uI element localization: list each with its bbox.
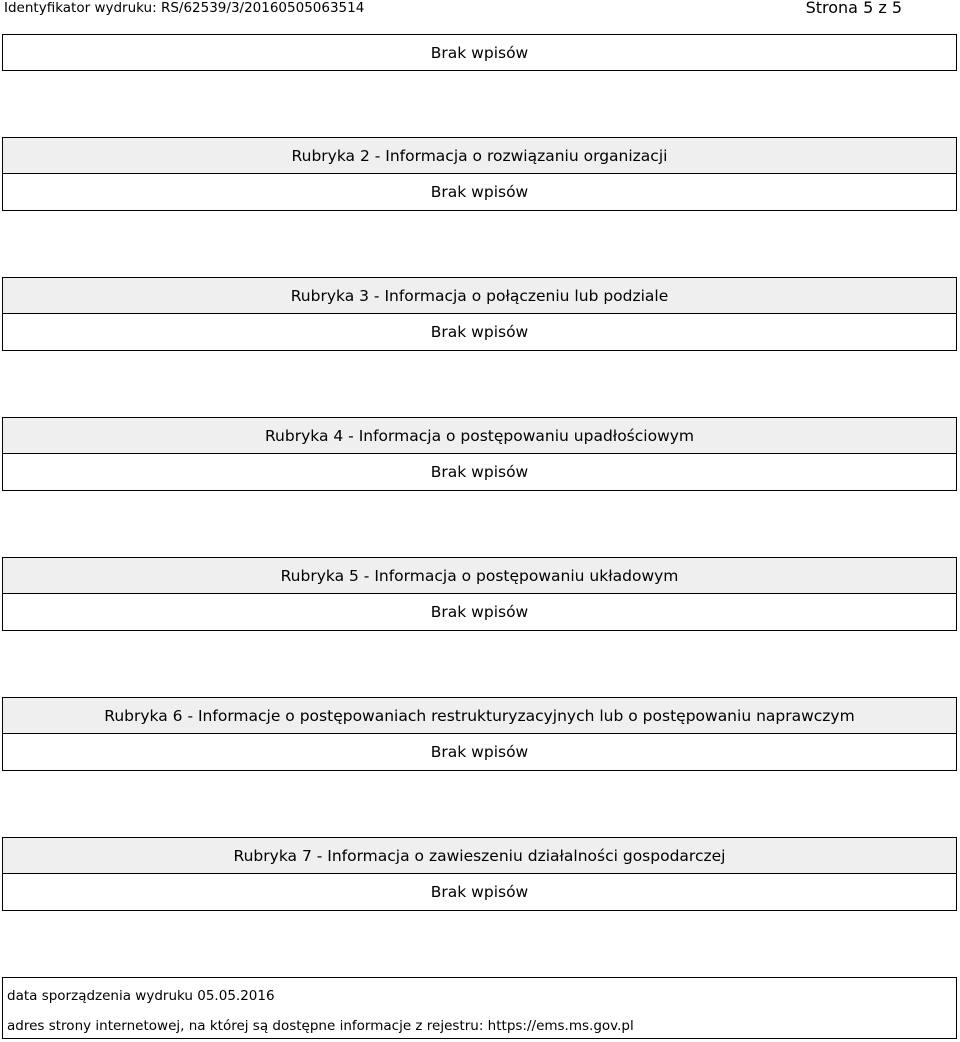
section-4-title: Rubryka 4 - Informacja o postępowaniu upadłościowym: [2, 417, 957, 454]
section-5-entry: Brak wpisów: [2, 594, 957, 631]
registry-url-note: adres strony internetowej, na której są dostępne informacje z rejestru: https://ems.ms.gov.pl: [7, 1018, 634, 1034]
section-3-title: Rubryka 3 - Informacja o połączeniu lub podziale: [2, 277, 957, 314]
section-7-title: Rubryka 7 - Informacja o zawieszeniu działalności gospodarczej: [2, 837, 957, 874]
section-1-entry: Brak wpisów: [2, 34, 957, 71]
section-2-title: Rubryka 2 - Informacja o rozwiązaniu organizacji: [2, 137, 957, 174]
print-identifier: Identyfikator wydruku: RS/62539/3/20160505063514: [4, 0, 365, 16]
section-2-entry: Brak wpisów: [2, 174, 957, 211]
section-6-title: Rubryka 6 - Informacje o postępowaniach restrukturyzacyjnych lub o postępowaniu naprawczym: [2, 697, 957, 734]
section-4-entry: Brak wpisów: [2, 454, 957, 491]
section-6-entry: Brak wpisów: [2, 734, 957, 771]
page-number: Strona 5 z 5: [805, 0, 902, 17]
section-3-entry: Brak wpisów: [2, 314, 957, 351]
print-date: data sporządzenia wydruku 05.05.2016: [7, 988, 275, 1004]
section-7-entry: Brak wpisów: [2, 874, 957, 911]
page-footer: [2, 977, 957, 1039]
page-header: [0, 0, 960, 18]
section-5-title: Rubryka 5 - Informacja o postępowaniu układowym: [2, 557, 957, 594]
